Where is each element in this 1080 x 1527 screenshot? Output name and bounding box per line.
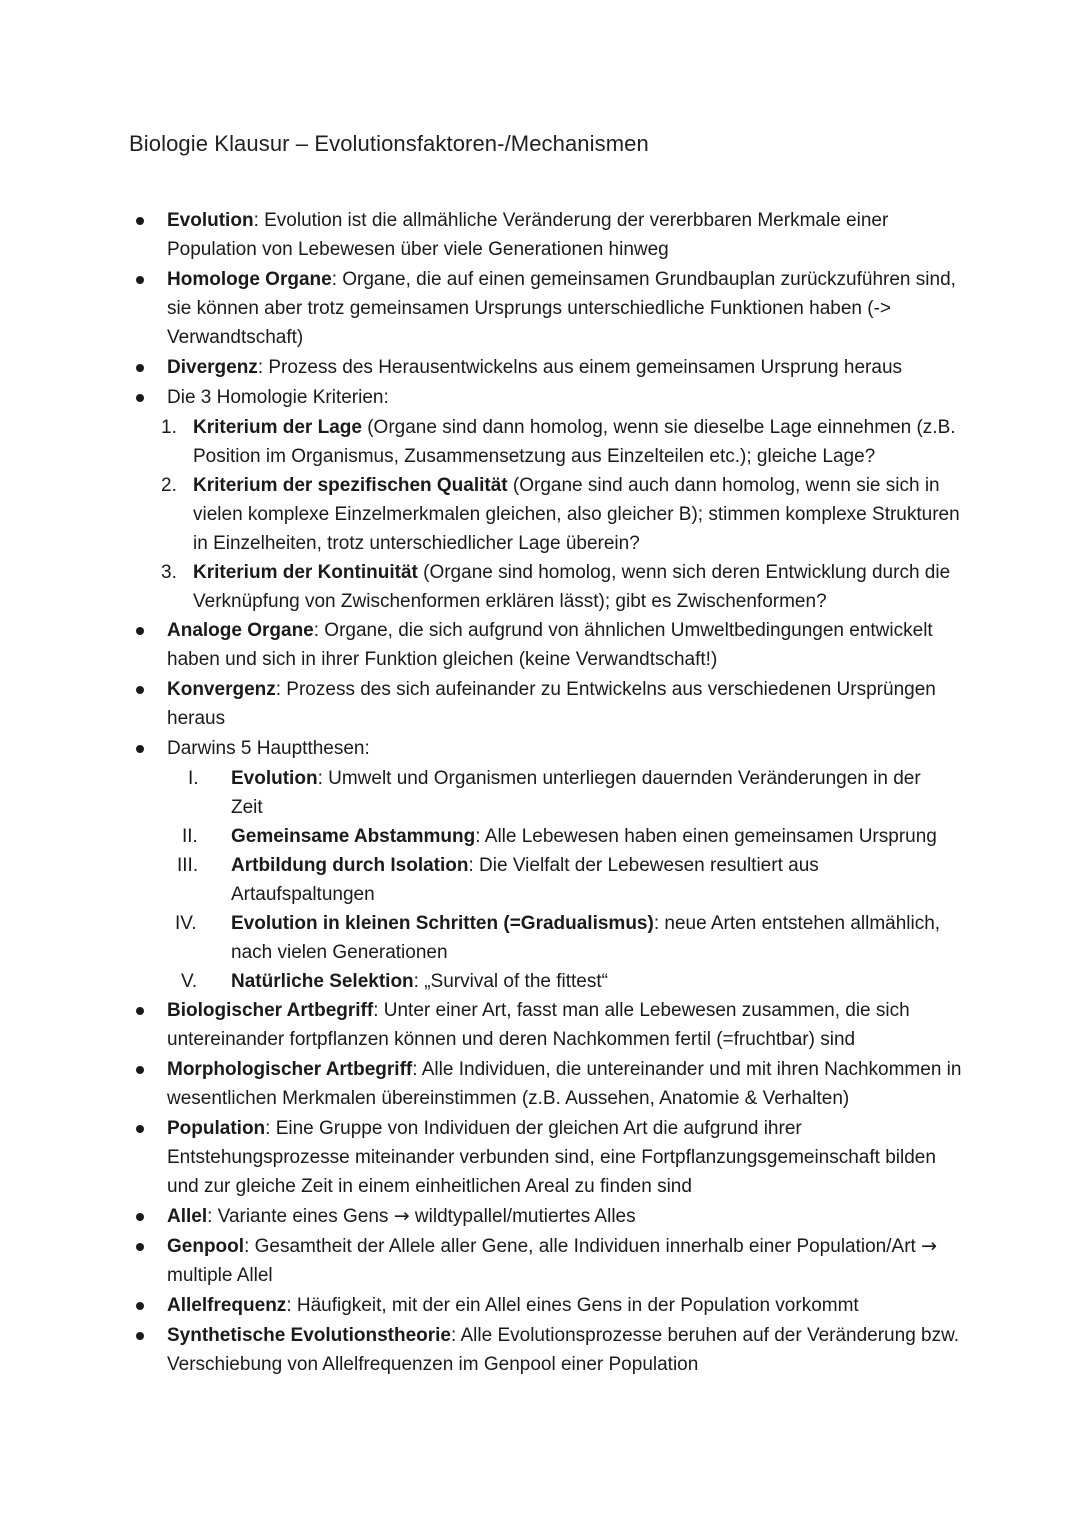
definition: multiple Allel [167,1265,273,1286]
term: Allelfrequenz [167,1295,287,1316]
list-item-morphologischer-artbegriff [0,1055,1080,1113]
definition: (Organe sind dann homolog, wenn sie dieselbe Lage einnehmen (z.B. Position im Organismus, Zusammensetzung aus Einzelteilen etc.); gleiche Lage? [193,417,956,467]
definition: : Umwelt und Organismen unterliegen dauernden Veränderungen in der Zeit [231,768,921,818]
bullet-icon [136,1007,144,1015]
thesis-item [0,764,1080,822]
list-item-allel [0,1202,1080,1231]
definition: (Organe sind homolog, wenn sich deren Entwicklung durch die Verknüpfung von Zwischenformen erklären lässt); gibt es Zwischenformen? [193,562,951,612]
item-number: V. [181,971,198,992]
definition: (Organe sind auch dann homolog, wenn sie sich in vielen komplexe Einzelmerkmalen gleichen, also gleicher B); stimmen komplexe Strukturen in Einzelheiten, trotz unterschiedlicher Lage überein? [193,475,960,554]
definitions-list [0,206,1080,1380]
bullet-icon [136,1302,144,1310]
item-number: I. [188,768,199,789]
definition: : Häufigkeit, mit der ein Allel eines Gens in der Population vorkommt [286,1295,859,1316]
term: Morphologischer Artbegriff [167,1059,413,1080]
list-item-evolution [0,206,1080,264]
list-item-synthetische-evolutionstheorie [0,1321,1080,1379]
list-item-genpool [0,1232,1080,1290]
term: Genpool [167,1236,245,1257]
thesis-item [0,909,1080,967]
list-item-konvergenz [0,675,1080,733]
term: Biologischer Artbegriff [167,1000,374,1021]
item-number: II. [182,826,198,847]
thesis-item [0,851,1080,909]
thesis-item [0,822,1080,851]
list-heading: Darwins 5 Hauptthesen: [167,738,370,759]
bullet-icon [136,745,144,753]
thesis-item [0,967,1080,996]
term: Synthetische Evolutionstheorie [167,1325,451,1346]
criterion-item [0,413,1080,471]
bullet-icon [136,1213,144,1221]
item-number: IV. [175,913,197,934]
item-number: 1. [161,417,177,438]
bullet-icon [136,1066,144,1074]
term: Divergenz [167,357,258,378]
term: Evolution in kleinen Schritten (=Gradualismus) [231,913,654,934]
definition: : Alle Evolutionsprozesse beruhen auf der Veränderung bzw. Verschiebung von Allelfrequenzen im Genpool einer Population [167,1325,960,1375]
definition: : Alle Individuen, die untereinander und mit ihren Nachkommen in wesentlichen Merkmalen übereinstimmen (z.B. Aussehen, Anatomie & Verhalten) [167,1059,962,1109]
criterion-item [0,558,1080,616]
bullet-icon [136,627,144,635]
term: Evolution [167,210,254,231]
definition: : Prozess des Herausentwickelns aus einem gemeinsamen Ursprung heraus [257,357,903,378]
criterion-item [0,471,1080,558]
term: Kriterium der Kontinuität [193,562,418,583]
item-number: 2. [161,475,177,496]
definition: : Organe, die sich aufgrund von ähnlichen Umweltbedingungen entwickelt haben und sich in ihrer Funktion gleichen (keine Verwandtschaft!) [167,620,933,670]
bullet-icon [136,217,144,225]
bullet-icon [136,276,144,284]
list-item-population [0,1114,1080,1201]
list-item-allelfrequenz [0,1291,1080,1320]
list-item-divergenz [0,353,1080,382]
term: Konvergenz [167,679,276,700]
item-number: III. [177,855,199,876]
definition: : Evolution ist die allmähliche Veränderung der vererbbaren Merkmale einer Population von Lebewesen über viele Generationen hinweg [167,210,889,260]
definition: : Unter einer Art, fasst man alle Lebewesen zusammen, die sich untereinander fortpflanzen können und deren Nachkommen fertil (=fruchtbar) sind [167,1000,910,1050]
term: Evolution [231,768,318,789]
term: Gemeinsame Abstammung [231,826,476,847]
term: Population [167,1118,266,1139]
term: Homologe Organe [167,269,332,290]
list-item-homologe-organe [0,265,1080,352]
definition: : Gesamtheit der Allele aller Gene, alle Individuen innerhalb einer Population/Art [244,1236,922,1257]
bullet-icon [136,686,144,694]
arrow-right-icon: → [921,1235,937,1257]
definition: wildtypallel/mutiertes Alles [409,1206,636,1227]
definition: : neue Arten entstehen allmählich, nach vielen Generationen [231,913,941,963]
definition: : Organe, die auf einen gemeinsamen Grundbauplan zurückzuführen sind, sie können aber trotz gemeinsamen Ursprungs unterschiedliche Funktionen haben (-> Verwandtschaft) [167,269,956,348]
definition: : Die Vielfalt der Lebewesen resultiert aus Artaufspaltungen [231,855,819,905]
bullet-icon [136,1243,144,1251]
bullet-icon [136,1332,144,1340]
definition: : Variante eines Gens [207,1206,394,1227]
term: Analoge Organe [167,620,314,641]
term: Kriterium der spezifischen Qualität [193,475,508,496]
list-item-homologie-kriterien [0,383,1080,412]
term: Allel [167,1206,208,1227]
bullet-icon [136,394,144,402]
bullet-icon [136,364,144,372]
definition: : Prozess des sich aufeinander zu Entwickelns aus verschiedenen Ursprüngen heraus [167,679,936,729]
bullet-icon [136,1125,144,1133]
term: Natürliche Selektion [231,971,414,992]
list-item-biologischer-artbegriff [0,996,1080,1054]
list-item-analoge-organe [0,616,1080,674]
arrow-right-icon: → [393,1205,410,1227]
definition: : „Survival of the fittest“ [413,971,608,992]
term: Kriterium der Lage [193,417,362,438]
list-item-darwin-thesen [0,734,1080,763]
definition: : Eine Gruppe von Individuen der gleichen Art die aufgrund ihrer Entstehungsprozesse miteinander verbunden sind, eine Fortpflanzungsgemeinschaft bilden und zur gleiche Zeit in einem einheitlichen Areal zu finden sind [167,1118,936,1197]
definition: : Alle Lebewesen haben einen gemeinsamen Ursprung [475,826,937,847]
page-title: Biologie Klausur – Evolutionsfaktoren-/Mechanismen [129,131,649,156]
list-heading: Die 3 Homologie Kriterien: [167,387,389,408]
term: Artbildung durch Isolation [231,855,469,876]
item-number: 3. [161,562,177,583]
